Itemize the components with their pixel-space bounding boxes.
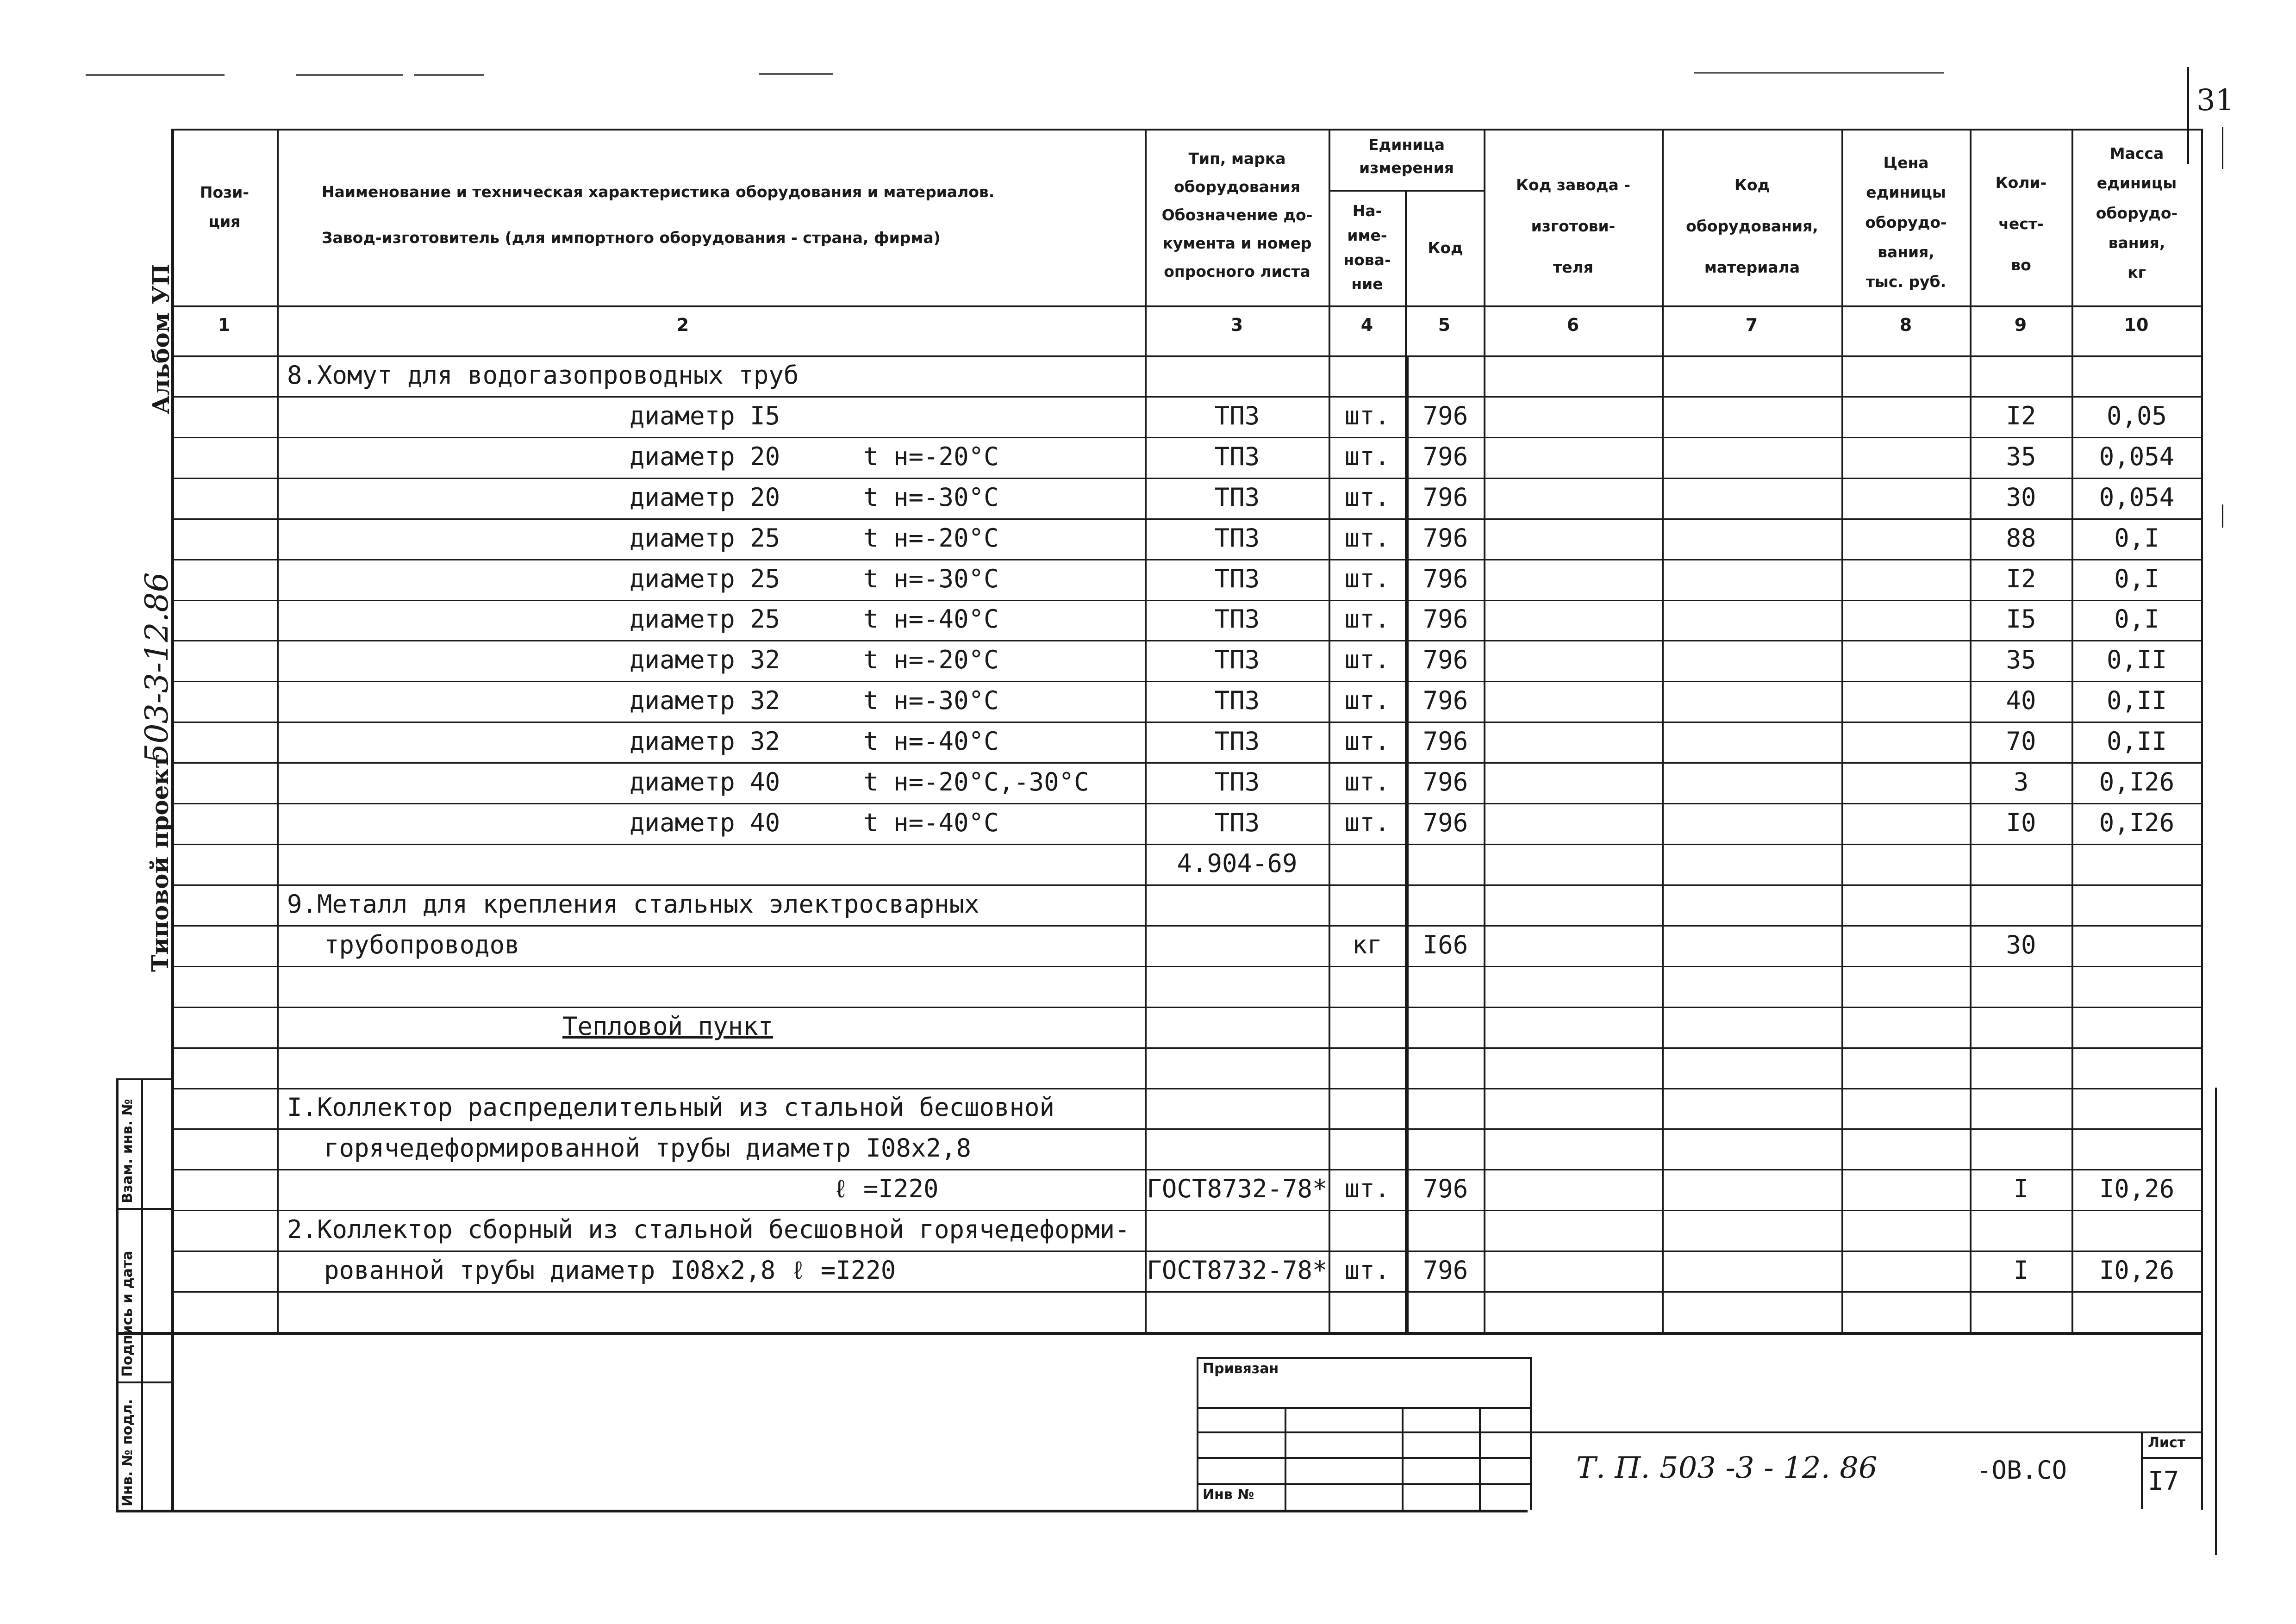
header-factory-code: Код завода - изготови- теля [1516, 176, 1630, 277]
row-quantity: I2 [2006, 401, 2036, 430]
row-mass: 0,I [2114, 564, 2159, 593]
row-unit-code: 796 [1423, 808, 1468, 837]
row-type: ТПЗ [1214, 564, 1260, 593]
row-name: диаметр 32 [630, 645, 780, 674]
row-name: I.Коллектор распределительный из стальной бесшовной [287, 1093, 1055, 1122]
row-type: ТПЗ [1214, 442, 1260, 471]
col-number: 4 [1360, 315, 1373, 335]
row-temperature: t н=-20°С,-30°С [863, 767, 1089, 796]
row-mass: 0,I [2114, 523, 2159, 553]
row-quantity: I5 [2006, 604, 2036, 634]
row-unit: шт. [1344, 808, 1390, 837]
row-type: ТПЗ [1214, 686, 1260, 715]
row-unit: шт. [1344, 483, 1390, 512]
header-quantity: Коли- чест- во [1995, 174, 2047, 274]
stamp-signature-label: Подпись и дата [119, 1251, 136, 1377]
row-quantity: I0 [2006, 808, 2036, 837]
row-unit-code: 796 [1423, 483, 1468, 512]
col-number: 7 [1745, 315, 1758, 335]
row-name: диаметр 25 [630, 604, 780, 634]
row-temperature: t н=-20°С [863, 523, 999, 553]
sheet-number: I7 [2148, 1466, 2179, 1496]
stamp-replace-label: Взам. инв. № [119, 1099, 136, 1203]
row-type: ТПЗ [1214, 727, 1260, 756]
col-number: 8 [1899, 315, 1912, 335]
row-unit-code: 796 [1423, 1256, 1468, 1285]
header-position: Пози- ция [200, 183, 250, 230]
row-quantity: 40 [2006, 686, 2036, 715]
row-type: 4.904-69 [1177, 849, 1298, 878]
row-unit-code: 796 [1423, 1174, 1468, 1203]
header-name: Наименование и техническая характеристика оборудования и материалов. Завод-изготовитель (для импортного оборудования - страна, фирма) [322, 183, 995, 247]
row-type: ТПЗ [1214, 767, 1260, 796]
row-name: 9.Металл для крепления стальных электросварных [287, 890, 980, 919]
row-unit: кг [1352, 930, 1383, 959]
inventory-label: Инв № [1203, 1487, 1254, 1503]
row-mass: 0,05 [2106, 401, 2167, 430]
row-unit-code: 796 [1423, 523, 1468, 553]
row-name: диаметр 32 [630, 727, 780, 756]
project-code: 503-3-12.86 [139, 572, 175, 764]
row-unit-code: 796 [1423, 727, 1468, 756]
row-unit-code: 796 [1423, 604, 1468, 634]
stamp-inventory-label: Инв. № подл. [119, 1399, 136, 1506]
row-unit-code: 796 [1423, 442, 1468, 471]
row-type: ГОСТ8732-78* [1147, 1256, 1328, 1285]
row-quantity: 70 [2006, 727, 2036, 756]
row-unit-code: I66 [1423, 930, 1468, 959]
row-mass: 0,II [2106, 686, 2167, 715]
col-number: 9 [2014, 315, 2027, 335]
row-temperature: t н=-30°С [863, 564, 999, 593]
row-temperature: t н=-30°С [863, 686, 999, 715]
row-name: диаметр 40 [630, 767, 780, 796]
row-type: ТПЗ [1214, 645, 1260, 674]
document-code: Т. П. 503 -3 - 12. 86 [1576, 1451, 1878, 1485]
header-equipment-code: Код оборудования, материала [1686, 176, 1818, 277]
row-quantity: 30 [2006, 930, 2036, 959]
col-number: 6 [1566, 315, 1579, 335]
row-unit: шт. [1344, 1174, 1390, 1203]
document-suffix: -ОВ.СО [1977, 1456, 2067, 1485]
row-mass: 0,I26 [2099, 808, 2175, 837]
row-unit-code: 796 [1423, 767, 1468, 796]
row-type: ГОСТ8732-78* [1147, 1174, 1328, 1203]
row-name: горячедеформированной трубы диаметр I08х2,8 [324, 1133, 971, 1163]
row-name: диаметр 25 [630, 523, 780, 553]
row-unit: шт. [1344, 727, 1390, 756]
bound-label: Привязан [1203, 1361, 1279, 1377]
row-quantity: 88 [2006, 523, 2036, 553]
row-unit: шт. [1344, 442, 1390, 471]
header-unit: Единица измерения [1359, 136, 1454, 177]
row-quantity: I [2013, 1256, 2029, 1285]
row-unit-code: 796 [1423, 401, 1468, 430]
row-name: диаметр 20 [630, 483, 780, 512]
row-unit: шт. [1344, 401, 1390, 430]
page-number: 31 [2196, 83, 2234, 118]
row-temperature: ℓ =I220 [833, 1174, 939, 1203]
row-name: 8.Хомут для водогазопроводных труб [287, 361, 799, 390]
row-unit: шт. [1344, 767, 1390, 796]
col-number: 5 [1438, 315, 1451, 335]
project-label: Типовой проект [146, 754, 174, 972]
row-quantity: 30 [2006, 483, 2036, 512]
row-mass: 0,054 [2099, 442, 2175, 471]
row-unit-code: 796 [1423, 564, 1468, 593]
album-label: Альбом УП [147, 263, 175, 414]
row-temperature: t н=-20°С [863, 442, 999, 471]
row-name: 2.Коллектор сборный из стальной бесшовной горячедеформи- [287, 1215, 1130, 1244]
row-name: диаметр I5 [630, 401, 780, 430]
row-type: ТПЗ [1214, 483, 1260, 512]
row-temperature: t н=-40°С [863, 727, 999, 756]
row-mass: I0,26 [2099, 1174, 2175, 1203]
row-unit: шт. [1344, 645, 1390, 674]
col-number: 3 [1230, 315, 1243, 335]
header-mass: Масса единицы оборудо- вания, кг [2096, 144, 2178, 282]
col-number: 2 [676, 315, 689, 335]
row-type: ТПЗ [1214, 604, 1260, 634]
header-type: Тип, марка оборудования Обозначение до- кумента и номер опросного листа [1161, 149, 1313, 281]
row-temperature: t н=-40°С [863, 808, 999, 837]
row-mass: 0,054 [2099, 483, 2175, 512]
row-mass: I0,26 [2099, 1256, 2175, 1285]
row-quantity: 3 [2013, 767, 2029, 796]
row-unit: шт. [1344, 604, 1390, 634]
header-unit-code: Код [1428, 239, 1463, 257]
row-quantity: I2 [2006, 564, 2036, 593]
header-unit-name: На- име- нова- ние [1343, 202, 1391, 293]
row-type: ТПЗ [1214, 523, 1260, 553]
col-number: 1 [218, 315, 231, 335]
row-type: ТПЗ [1214, 808, 1260, 837]
row-name: диаметр 32 [630, 686, 780, 715]
row-unit-code: 796 [1423, 686, 1468, 715]
row-type: ТПЗ [1214, 401, 1260, 430]
row-name: диаметр 25 [630, 564, 780, 593]
row-quantity: 35 [2006, 442, 2036, 471]
row-name: рованной трубы диаметр I08х2,8 ℓ =I220 [324, 1256, 896, 1285]
header-price: Цена единицы оборудо- вания, тыс. руб. [1865, 154, 1947, 291]
row-name: диаметр 40 [630, 808, 780, 837]
row-temperature: t н=-30°С [863, 483, 999, 512]
row-unit: шт. [1344, 564, 1390, 593]
row-name: Тепловой пункт [562, 1012, 774, 1041]
row-unit: шт. [1344, 1256, 1390, 1285]
row-quantity: I [2013, 1174, 2029, 1203]
row-mass: 0,I26 [2099, 767, 2175, 796]
row-temperature: t н=-40°С [863, 604, 999, 634]
col-number: 10 [2124, 315, 2149, 335]
row-name: трубопроводов [324, 930, 520, 959]
row-unit-code: 796 [1423, 645, 1468, 674]
row-temperature: t н=-20°С [863, 645, 999, 674]
row-mass: 0,II [2106, 727, 2167, 756]
row-name: диаметр 20 [630, 442, 780, 471]
row-mass: 0,I [2114, 604, 2159, 634]
sheet-label: Лист [2148, 1435, 2186, 1451]
row-unit: шт. [1344, 686, 1390, 715]
row-unit: шт. [1344, 523, 1390, 553]
row-quantity: 35 [2006, 645, 2036, 674]
row-mass: 0,II [2106, 645, 2167, 674]
